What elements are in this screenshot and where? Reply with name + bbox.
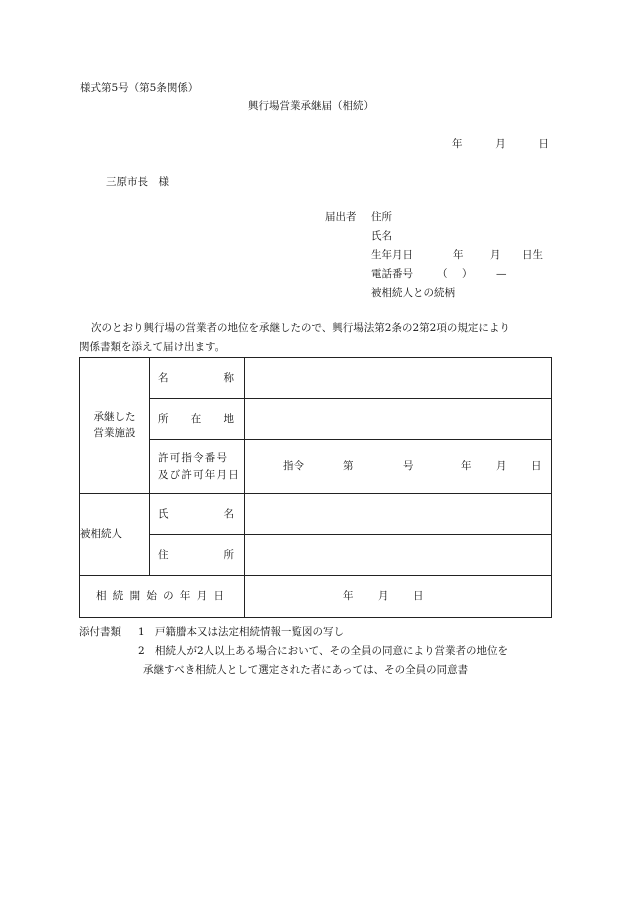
body-text-line1: 次のとおり興行場の営業者の地位を承継したので、興行場法第2条の2第2項の規定により xyxy=(91,322,510,334)
date-day-label: 日 xyxy=(538,138,549,150)
page-title: 興行場営業承継届（相続） xyxy=(248,100,374,112)
permit-go: 号 xyxy=(403,459,414,472)
permit-year: 年 xyxy=(461,459,472,472)
attachment-item2-line1: 相続人が2人以上ある場合において、その全員の同意により営業者の地位を xyxy=(155,645,508,657)
birth-day-label: 日生 xyxy=(522,249,543,261)
applicant-phone-label: 電話番号 xyxy=(371,268,413,280)
char: 地 xyxy=(223,412,234,425)
attachment-item1-number: 1 xyxy=(138,626,145,638)
body-text-line2: 関係書類を添えて届け出ます。 xyxy=(79,341,226,353)
char: 続 xyxy=(112,590,124,603)
decedent-name-field[interactable] xyxy=(245,494,552,535)
char: の xyxy=(163,590,174,603)
submission-date xyxy=(452,138,549,151)
char: 称 xyxy=(223,371,234,384)
permit-line1: 許可指令番号 xyxy=(158,452,229,465)
permit-dai: 第 xyxy=(343,459,354,472)
facility-name-label xyxy=(150,358,245,399)
attachment-item2-number: 2 xyxy=(138,645,145,657)
char: 年 xyxy=(179,590,191,603)
group1-line2: 営業施設 xyxy=(93,426,136,439)
phone-paren-close: ） xyxy=(462,268,473,280)
start-month: 月 xyxy=(378,589,389,602)
char: 相 xyxy=(96,590,107,603)
start-day: 日 xyxy=(413,589,424,602)
birth-year-label: 年 xyxy=(453,249,464,261)
char: 名 xyxy=(223,507,234,520)
facility-table xyxy=(79,357,552,618)
char: 名 xyxy=(158,371,169,384)
applicant-address-label: 住所 xyxy=(371,211,392,223)
attachment-item1: 戸籍謄本又は法定相続情報一覧図の写し xyxy=(155,626,344,638)
attachment-item2-line2: 承継すべき相続人として選定された者にあっては、その全員の同意書 xyxy=(143,664,469,676)
birth-month-label: 月 xyxy=(490,249,501,261)
addressee: 三原市長 様 xyxy=(106,176,169,188)
permit-line2: 及び許可年月日 xyxy=(158,468,240,481)
char: 始 xyxy=(146,590,157,603)
applicant-relation-label: 被相続人との続柄 xyxy=(371,287,455,299)
char: 所 xyxy=(158,412,169,425)
phone-paren-open: （ xyxy=(437,268,448,280)
char: 氏 xyxy=(158,507,169,520)
inheritance-start-field[interactable] xyxy=(245,576,552,618)
decedent-address-field[interactable] xyxy=(245,535,552,576)
char: 開 xyxy=(129,590,141,603)
char: 月 xyxy=(196,590,208,603)
facility-name-field[interactable] xyxy=(245,358,552,399)
permit-day: 日 xyxy=(531,459,542,472)
start-year: 年 xyxy=(343,589,354,602)
permit-month: 月 xyxy=(496,459,507,472)
applicant-birth-label: 生年月日 xyxy=(371,249,413,261)
permit-shirei: 指令 xyxy=(283,459,304,472)
form-number: 様式第5号（第5条関係） xyxy=(80,82,199,94)
char: 住 xyxy=(158,548,169,561)
phone-dash: — xyxy=(496,268,507,280)
inheritance-start-label xyxy=(80,576,245,618)
facility-location-field[interactable] xyxy=(245,399,552,440)
decedent-address-label xyxy=(150,535,245,576)
permit-field[interactable] xyxy=(245,440,552,494)
attachments-label: 添付書類 xyxy=(79,626,121,638)
group1-line1: 承継した xyxy=(93,411,136,424)
char: 所 xyxy=(223,548,234,561)
applicant-name-label: 氏名 xyxy=(371,230,392,242)
permit-label xyxy=(150,440,245,494)
decedent-name-label xyxy=(150,494,245,535)
applicant-label: 届出者 xyxy=(325,211,357,223)
char: 日 xyxy=(213,590,224,603)
date-month-label: 月 xyxy=(495,138,506,150)
decedent-header: 被相続人 xyxy=(80,494,150,576)
char: 在 xyxy=(190,412,202,425)
date-year-label: 年 xyxy=(452,138,463,150)
facility-location-label xyxy=(150,399,245,440)
succeeded-facility-header xyxy=(80,358,150,494)
